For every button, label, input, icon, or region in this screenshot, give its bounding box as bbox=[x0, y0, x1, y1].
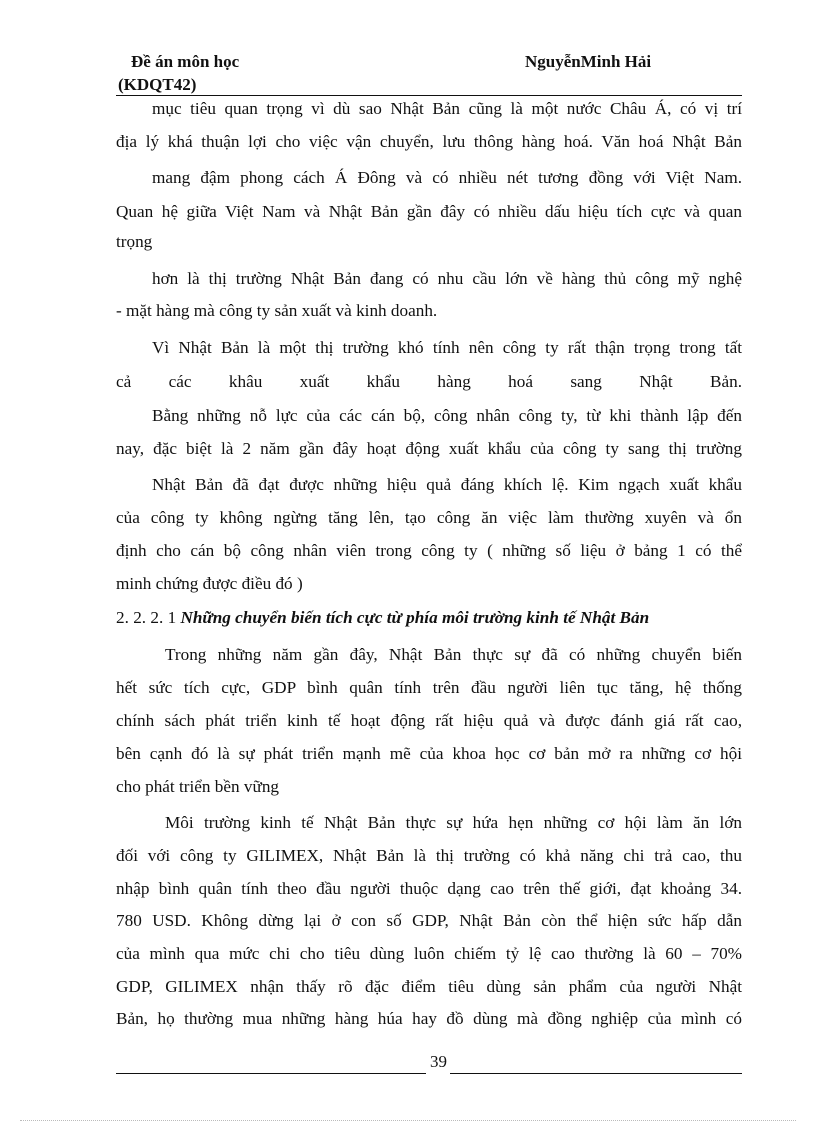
body-line: nhập bình quân tính theo đầu người thuộc dạng cao trên thế giới, đạt khoảng 34. bbox=[116, 879, 742, 898]
body-line: hết sức tích cực, GDP bình quân tính trên đầu người liên tục tăng, hệ thống bbox=[116, 678, 742, 697]
body-line: Bằng những nỗ lực của các cán bộ, công nhân công ty, từ khi thành lập đến bbox=[152, 406, 742, 425]
body-line: minh chứng được điều đó ) bbox=[116, 574, 303, 593]
section-heading bbox=[116, 607, 742, 629]
body-line: đối với công ty GILIMEX, Nhật Bản là thị trường có khả năng chi trả cao, thu bbox=[116, 846, 742, 865]
body-line: chính sách phát triển kinh tế hoạt động rất hiệu quả và được đánh giá rất cao, bbox=[116, 711, 742, 730]
body-line: của công ty không ngừng tăng lên, tạo công ăn việc làm thường xuyên và ổn bbox=[116, 508, 742, 527]
page-number: 39 bbox=[430, 1052, 447, 1071]
header-course-code: (KDQT42) bbox=[118, 75, 197, 94]
body-line: - mặt hàng mà công ty sản xuất và kinh doanh. bbox=[116, 301, 438, 320]
page-edge-divider bbox=[20, 1120, 796, 1121]
body-line: Vì Nhật Bản là một thị trường khó tính nên công ty rất thận trọng trong tất bbox=[152, 338, 742, 357]
body-line: định cho cán bộ công nhân viên trong công ty ( những số liệu ở bảng 1 có thể bbox=[116, 541, 742, 560]
footer-rule-left bbox=[116, 1073, 426, 1074]
body-line: Môi trường kinh tế Nhật Bản thực sự hứa hẹn những cơ hội làm ăn lớn bbox=[165, 813, 742, 832]
body-line: 780 USD. Không dừng lại ở con số GDP, Nhật Bản còn thể hiện sức hấp dẫn bbox=[116, 911, 742, 930]
section-number: 2. 2. 2. 1 bbox=[116, 608, 177, 627]
body-line: Nhật Bản đã đạt được những hiệu quả đáng khích lệ. Kim ngạch xuất khẩu bbox=[152, 475, 742, 494]
body-line: Trong những năm gần đây, Nhật Bản thực sự đã có những chuyển biến bbox=[165, 645, 742, 664]
body-line: GDP, GILIMEX nhận thấy rõ đặc điểm tiêu dùng sản phẩm của người Nhật bbox=[116, 977, 742, 996]
body-line: Quan hệ giữa Việt Nam và Nhật Bản gần đây có nhiều dấu hiệu tích cực và quan bbox=[116, 202, 742, 221]
body-line: cho phát triển bền vững bbox=[116, 777, 280, 796]
header-course-name: Đề án môn học bbox=[131, 52, 240, 71]
body-line: mang đậm phong cách Á Đông và có nhiều nét tương đồng với Việt Nam. bbox=[152, 168, 742, 187]
body-line: Bản, họ thường mua những hàng húa hay đồ dùng mà đồng nghiệp của mình có bbox=[116, 1009, 742, 1028]
section-title: Những chuyển biến tích cực từ phía môi trường kinh tế Nhật Bản bbox=[180, 608, 650, 627]
body-line: cả các khâu xuất khẩu hàng hoá sang Nhật Bản. bbox=[116, 372, 742, 391]
header-course-title bbox=[118, 50, 239, 96]
header-rule bbox=[116, 95, 742, 96]
footer-rule-right bbox=[450, 1073, 742, 1074]
body-line: địa lý khá thuận lợi cho việc vận chuyển, lưu thông hàng hoá. Văn hoá Nhật Bản bbox=[116, 132, 742, 151]
body-line: trọng bbox=[116, 232, 153, 251]
body-line: bên cạnh đó là sự phát triển mạnh mẽ của khoa học cơ bản mở ra những cơ hội bbox=[116, 744, 742, 763]
body-line: mục tiêu quan trọng vì dù sao Nhật Bản cũng là một nước Châu Á, có vị trí bbox=[152, 99, 742, 118]
body-line: nay, đặc biệt là 2 năm gần đây hoạt động xuất khẩu của công ty sang thị trường bbox=[116, 439, 742, 458]
body-line: hơn là thị trường Nhật Bản đang có nhu cầu lớn về hàng thủ công mỹ nghệ bbox=[152, 269, 742, 288]
header-author: NguyễnMinh Hải bbox=[525, 52, 652, 71]
body-line: của mình qua mức chi cho tiêu dùng luôn chiếm tỷ lệ cao thường là 60 – 70% bbox=[116, 944, 742, 963]
